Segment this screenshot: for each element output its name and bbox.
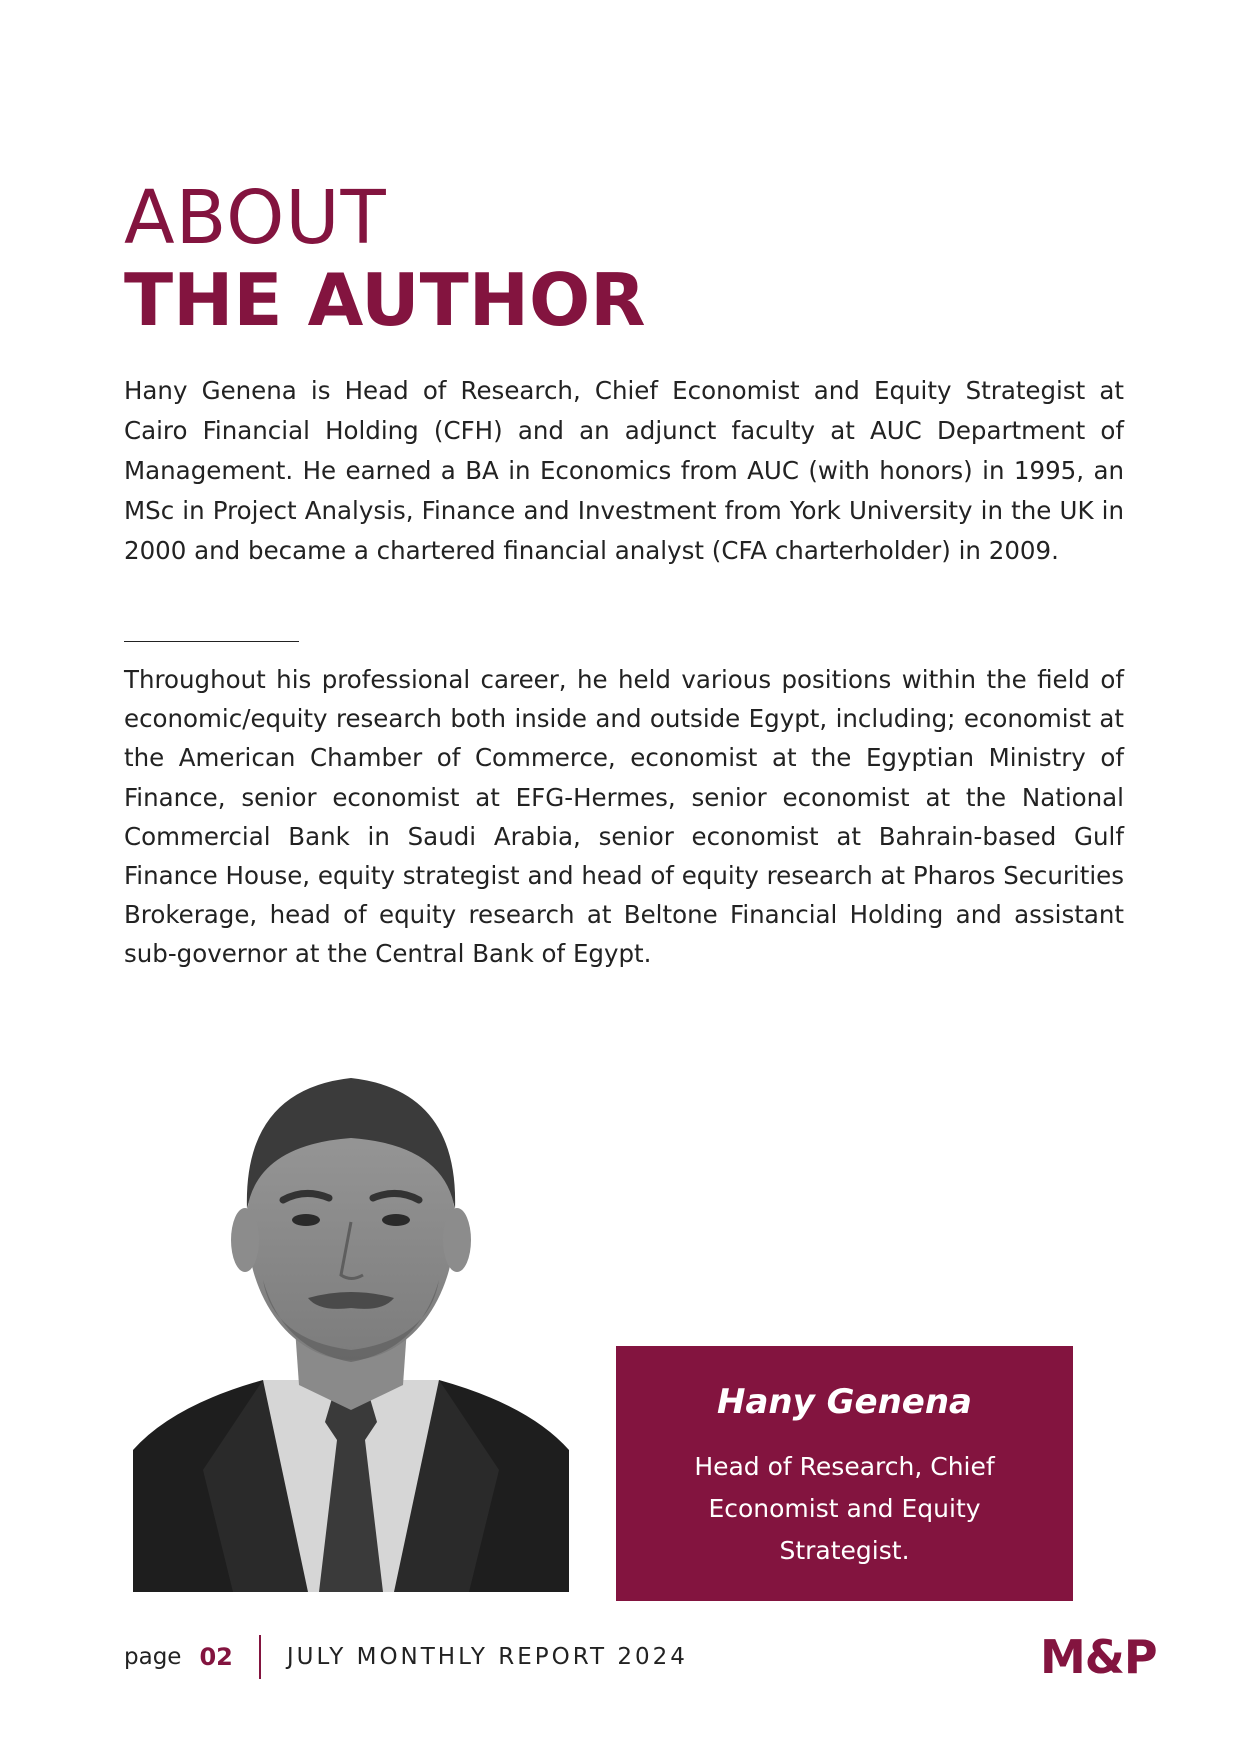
author-name: Hany Genena [717,1382,972,1422]
report-title: JULY MONTHLY REPORT 2024 [286,1644,688,1670]
divider [124,641,299,642]
author-photo [133,1050,569,1592]
bio-paragraph-1: Hany Genena is Head of Research, Chief Economist and Equity Strategist at Cairo Financial Holding (CFH) and an adjunct faculty at AUC Department of Management. He earned a BA in Economics from AUC (with honors) in 1995, an MSc in Project Analysis, Finance and Investment from York University in the UK in 2000 and became a chartered financial analyst (CFA charterholder) in 2009. [124,376,1124,565]
author-card [616,1346,1073,1601]
mp-logo: M&P [1040,1630,1157,1684]
bio-paragraph-2: Throughout his professional career, he held various positions within the field of economic/equity research both inside and outside Egypt, including; economist at the American Chamber of Commerce, economist at the Egyptian Ministry of Finance, senior economist at EFG-Hermes, senior economist at the National Commercial Bank in Saudi Arabia, senior economist at Bahrain-based Gulf Finance House, equity strategist and head of equity research at Pharos Securities Brokerage, head of equity research at Beltone Financial Holding and assistant sub-governor at the Central Bank of Egypt. [124,665,1124,969]
heading-the-author: THE AUTHOR [124,258,646,342]
footer [124,1632,688,1682]
page-label: page [124,1644,182,1670]
footer-separator [259,1635,261,1679]
author-role: Head of Research, Chief Economist and Equity Strategist. [694,1452,995,1565]
page-number: 02 [199,1643,233,1671]
heading-about: ABOUT [124,175,387,261]
